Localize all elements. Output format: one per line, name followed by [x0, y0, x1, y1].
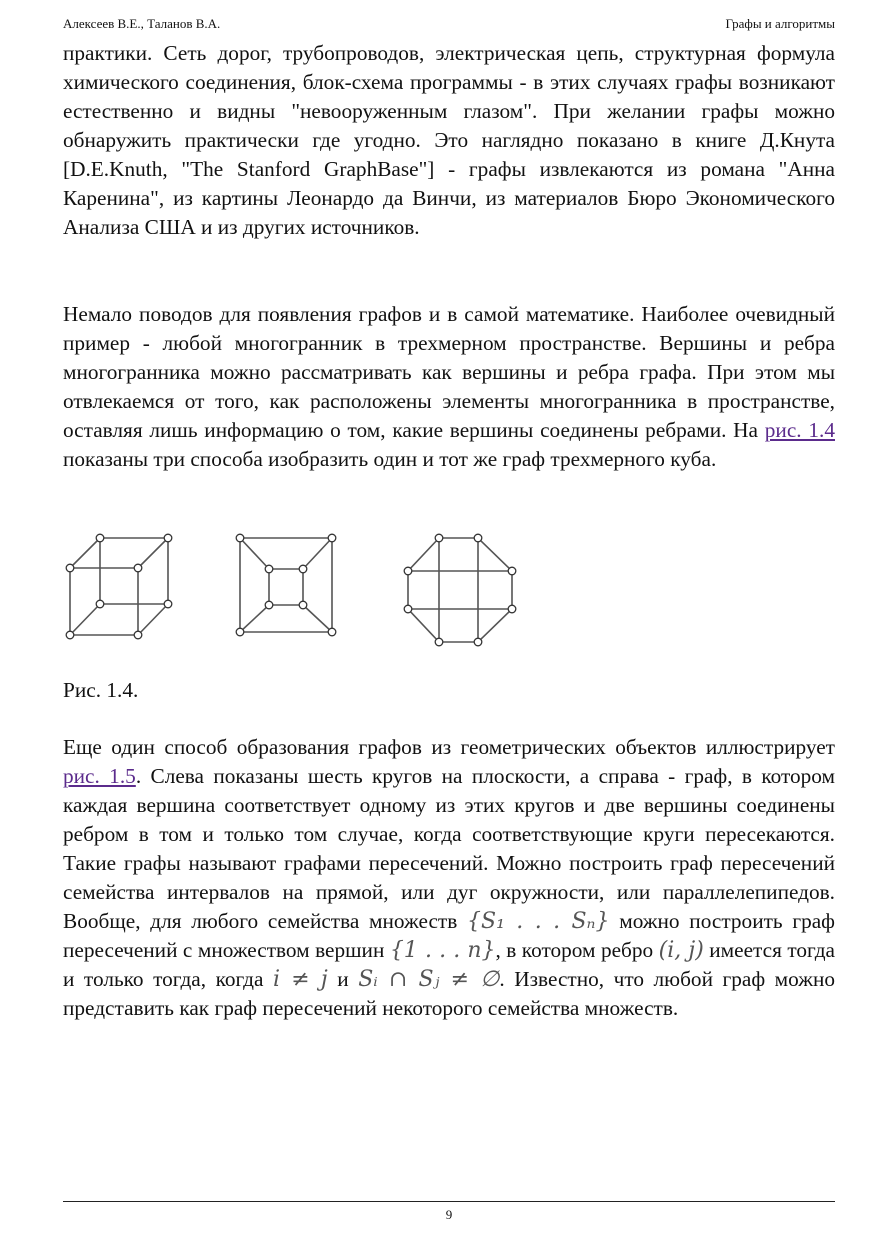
footer-divider [63, 1201, 835, 1202]
cube-perspective [70, 538, 168, 635]
cube-planar-nested-squares [240, 538, 332, 632]
paragraph-text: Еще один способ образования графов из геометрических объектов иллюстрирует [63, 735, 835, 759]
paragraph-text: практики. Сеть дорог, трубопроводов, электрическая цепь, структурная формула химического соединения, блок-схема программы - в этих случаях графы возникают естественно и видны "невооруженным глазом". При желании графы можно обнаружить практически где угодно. Это наглядно показано в книге Д.Кнута [D.E.Knuth, "The Stanford GraphBase"] - графы извлекаются из романа "Анна Каренина", из картины Леонардо да Винчи, из материалов Бюро Экономического Анализа США и из других источников. [63, 41, 835, 239]
paragraph-polyhedra [63, 300, 835, 474]
header-book-title: Графы и алгоритмы [725, 16, 835, 31]
figure-1-4-cube-graphs [60, 528, 520, 650]
figure-caption: Рис. 1.4. [63, 678, 139, 702]
paragraph-text: имеется тогда и только тогда, когда [63, 938, 835, 991]
paragraph-graphs-everywhere [63, 39, 835, 242]
math-intersection-nonempty: Sᵢ ∩ Sⱼ ≠ ∅ [358, 967, 500, 992]
header-authors: Алексеев В.Е., Таланов В.А. [63, 16, 221, 31]
math-edge: (i, j) [658, 938, 704, 963]
math-set-family: {S₁ . . . Sₙ} [467, 909, 610, 934]
paragraph-text: , в котором ребро [495, 938, 659, 962]
paragraph-text: . Известно, что любой граф можно представить как граф пересечений некоторого семейства множеств. [63, 967, 836, 1020]
cube-octagon [408, 538, 512, 642]
page-number: 9 [445, 1207, 453, 1222]
paragraph-text: . Слева показаны шесть кругов на плоскости, а справа - граф, в котором каждая вершина соответствует одному из этих кругов и две вершины соединены ребром в том и только том случае, когда соответствующие круги пересекаются. Такие графы называют графами пересечений. Можно построить граф пересечений семейства интервалов на прямой, или дуг окружности, или параллелепипедов. Вообще, для любого семейства множеств [63, 764, 835, 933]
math-vertex-set: {1 . . . n} [389, 938, 496, 963]
paragraph-text: Немало поводов для появления графов и в самой математике. Наиболее очевидный пример - любой многогранник в трехмерном пространстве. Вершины и ребра многогранника можно рассматривать как вершины и ребра графа. При этом мы отвлекаемся от того, как расположены элементы многогранника в пространстве, оставляя лишь информацию о том, какие вершины соединены ребрами. На [63, 302, 835, 442]
figure-1-5-link[interactable]: рис. 1.5 [63, 764, 136, 788]
paragraph-text: показаны три способа изобразить один и тот же граф трехмерного куба. [63, 447, 717, 471]
figure-1-4-link[interactable]: рис. 1.4 [764, 418, 835, 442]
paragraph-intersection-graphs [63, 733, 835, 1023]
paragraph-text: можно построить граф пересечений с множеством вершин [63, 909, 835, 962]
math-i-neq-j: i ≠ j [273, 967, 328, 992]
paragraph-text: и [327, 967, 359, 991]
